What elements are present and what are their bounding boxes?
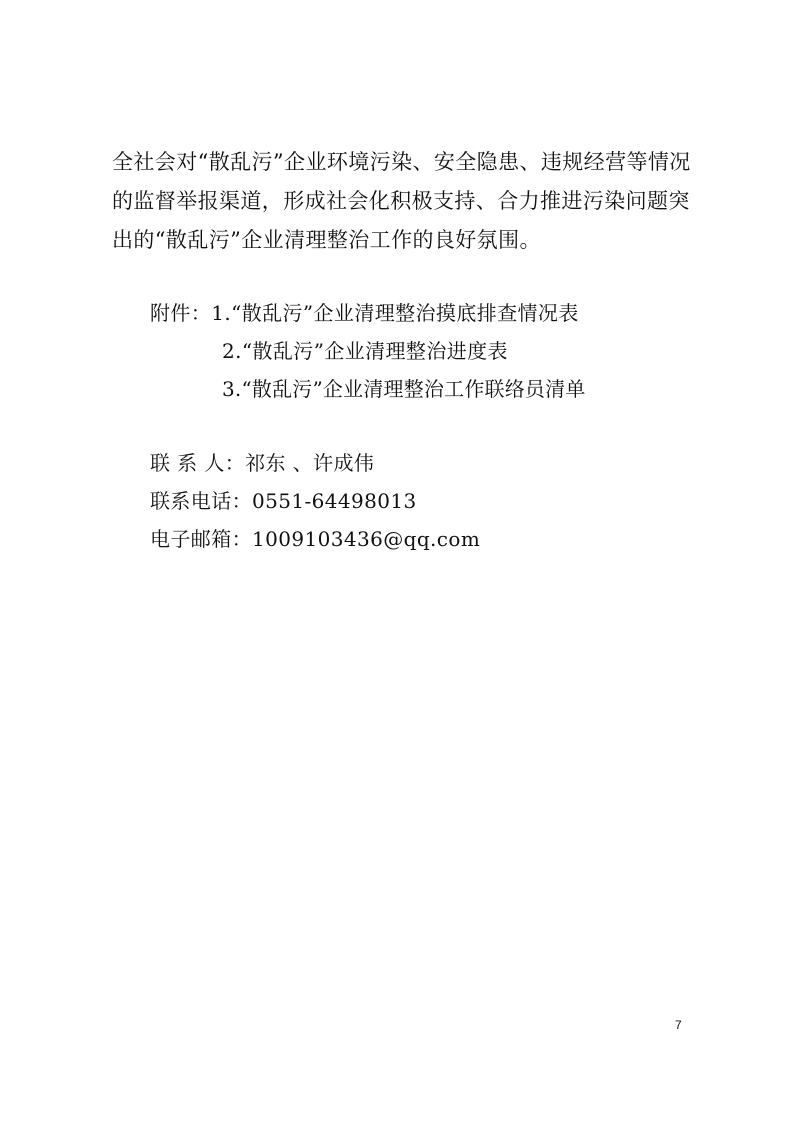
paragraph-line-3: 出的“散乱污”企业清理整治工作的良好氛围。: [112, 228, 541, 252]
attachment-item-1: [150, 299, 579, 327]
attachment-item-3: 3.“散乱污”企业清理整治工作联络员清单: [222, 377, 586, 401]
attachment-item-2: 2.“散乱污”企业清理整治进度表: [222, 339, 508, 363]
contact-phone-label: 联系电话：: [150, 489, 252, 513]
attachment-item-1-text: 1.“散乱污”企业清理整治摸底排查情况表: [211, 301, 579, 325]
contact-phone-value: 0551-64498013: [252, 489, 417, 513]
page-number: 7: [675, 1018, 682, 1032]
contact-person-value: 祁东 、许成伟: [245, 451, 375, 475]
contact-phone: [150, 487, 417, 515]
attachments-lead: 附件：: [150, 301, 212, 325]
contact-person-label: 联 系 人：: [150, 451, 246, 475]
contact-person: [150, 449, 374, 477]
contact-email: [150, 525, 480, 553]
contact-email-label: 电子邮箱：: [150, 527, 252, 551]
contact-email-value: 1009103436@qq.com: [252, 527, 481, 551]
paragraph-line-2: 的监督举报渠道，形成社会化积极支持、合力推进污染问题突: [112, 189, 690, 213]
paragraph-line-1: 全社会对“散乱污”企业环境污染、安全隐患、违规经营等情况: [112, 150, 691, 174]
